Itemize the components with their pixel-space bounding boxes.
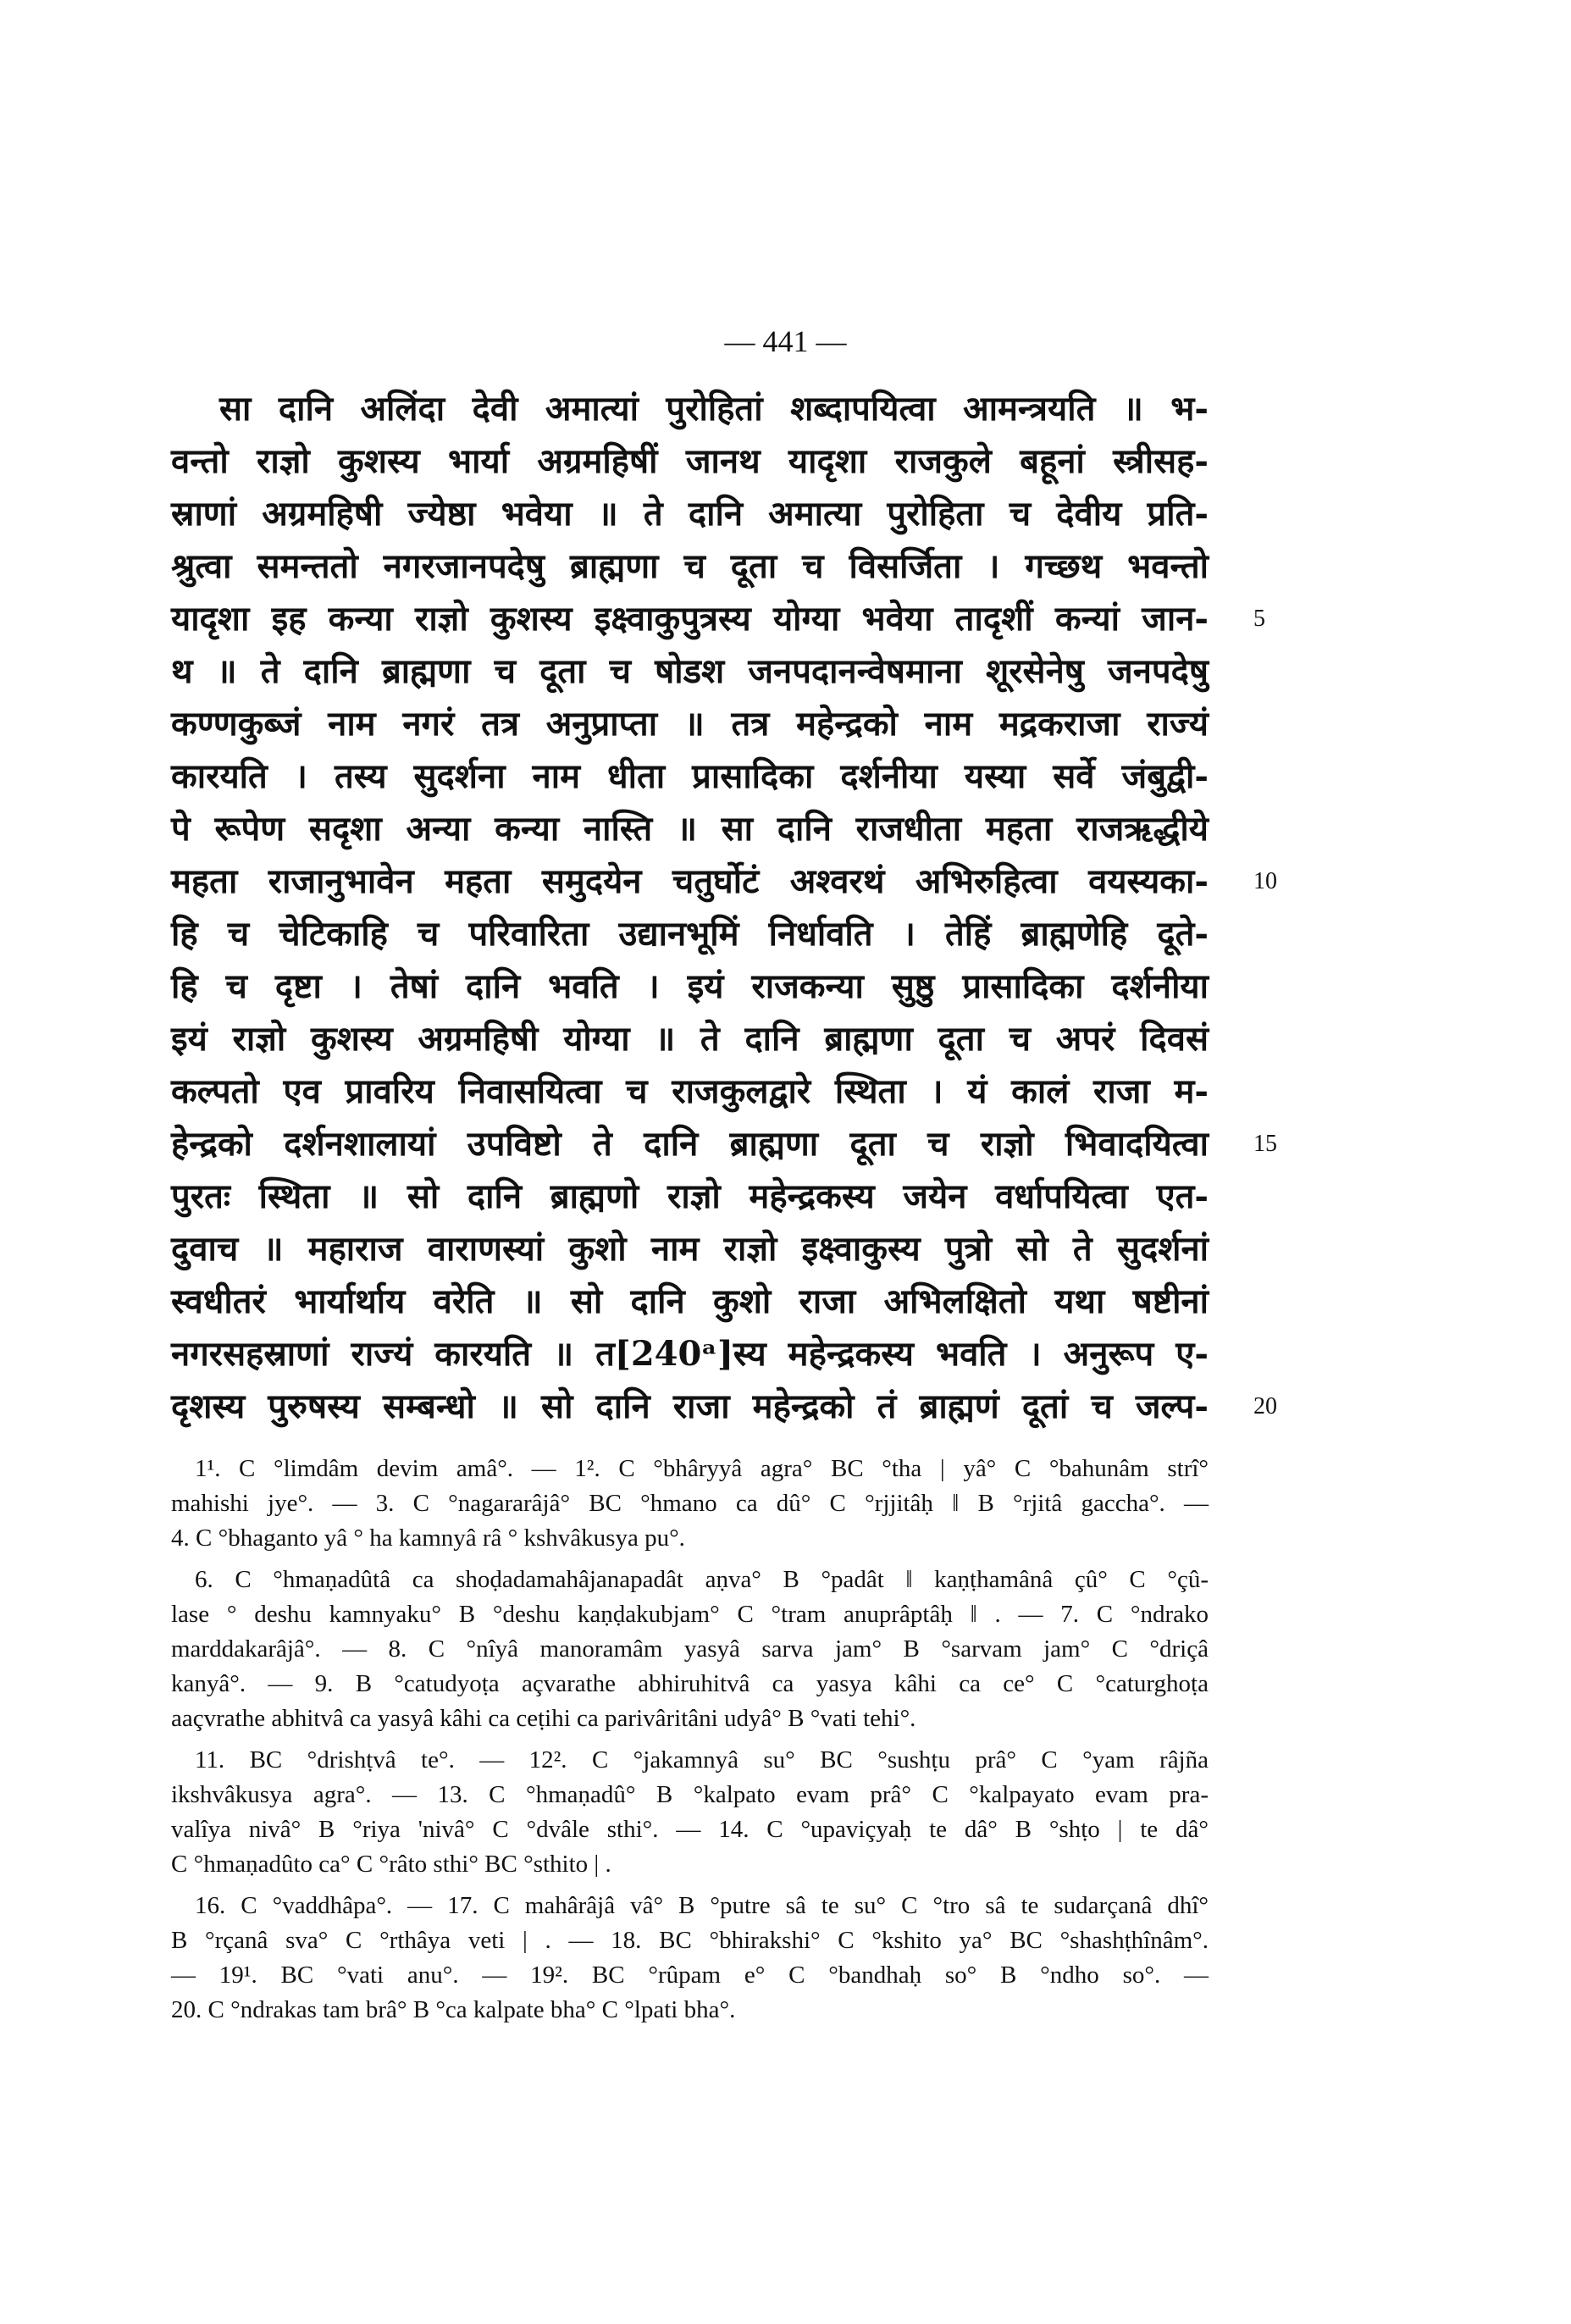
text-line-content: हि च चेटिकाहि च परिवारिता उद्यानभूमिं निर्धावति । तेहिं ब्राह्मणेहि दूते-	[171, 914, 1209, 954]
text-line-content: नगरसहस्राणां राज्यं कारयति ॥ त[240ᵃ]स्य महेन्द्रकस्य भवति । अनुरूप ए-	[171, 1334, 1209, 1374]
text-line-content: दुवाच ॥ महाराज वाराणस्यां कुशो नाम राज्ञो इक्ष्वाकुस्य पुत्रो सो ते सुदर्शनां	[171, 1229, 1209, 1269]
text-line	[171, 960, 1209, 1013]
line-number: 15	[1253, 1131, 1277, 1157]
text-line	[171, 435, 1209, 488]
text-line	[171, 1275, 1209, 1328]
text-line-content: कण्णकुब्जं नाम नगरं तत्र अनुप्राप्ता ॥ तत्र महेन्द्रको नाम मद्रकराजा राज्यं	[171, 704, 1209, 744]
text-line-content: कारयति । तस्य सुदर्शना नाम धीता प्रासादिका दर्शनीया यस्या सर्वे जंबुद्वी-	[171, 756, 1209, 796]
text-line	[171, 855, 1277, 908]
text-line-content: थ ॥ ते दानि ब्राह्मणा च दूता च षोडश जनपदानन्वेषमाना शूरसेनेषु जनपदेषु	[171, 651, 1209, 691]
text-line-content: महता राजानुभावेन महता समुदयेन चतुर्घोटं अश्वरथं अभिरुहित्वा वयस्यका-	[171, 861, 1209, 901]
line-number: 10	[1253, 868, 1277, 894]
footnote-line: aaçvrathe abhitvâ ca yasyâ kâhi ca ceṭihi ca parivâritâni udyâ° B °vati tehi°.	[171, 1705, 916, 1732]
text-line-content: यादृशा इह कन्या राज्ञो कुशस्य इक्ष्वाकुपुत्रस्य योग्या भवेया तादृशीं कन्यां जान-	[171, 599, 1209, 639]
text-line	[171, 383, 1209, 435]
text-line-content: हि च दृष्टा । तेषां दानि भवति । इयं राजकन्या सुष्ठु प्रासादिका दर्शनीया	[171, 966, 1209, 1006]
text-line	[171, 1118, 1277, 1170]
footnote-line: 16. C °vaddhâpa°. — 17. C mahârâjâ vâ° B °putre sâ te su° C °tro sâ te sudarçanâ dhî°	[195, 1892, 1209, 1919]
footnote-paragraph	[171, 1452, 1209, 1556]
text-line	[171, 1065, 1209, 1118]
text-line	[171, 803, 1209, 855]
text-line-content: वन्तो राज्ञो कुशस्य भार्या अग्रमहिषीं जानथ यादृशा राजकुले बहूनां स्त्रीसह-	[171, 441, 1209, 481]
text-line-content: स्वधीतरं भार्यार्थाय वरेति ॥ सो दानि कुशो राजा अभिलक्षितो यथा षष्टीनां	[171, 1281, 1209, 1321]
text-line-content: स्राणां अग्रमहिषी ज्येष्ठा भवेया ॥ ते दानि अमात्या पुरोहिता च देवीय प्रति-	[171, 494, 1209, 534]
footnote-line: lase ° deshu kamnyaku° B °deshu kaṇḍakubjam° C °tram anuprâptâḥ ‖ . — 7. C °ndrako	[171, 1601, 1209, 1628]
line-number: 20	[1253, 1393, 1277, 1419]
text-line	[171, 593, 1265, 645]
footnotes	[171, 1452, 1209, 2034]
text-line	[171, 1328, 1209, 1381]
footnote-line: mahishi jye°. — 3. C °nagararâjâ° BC °hmano ca dû° C °rjjitâḥ ‖ B °rjitâ gaccha°. —	[171, 1490, 1209, 1517]
text-line-content: हेन्द्रको दर्शनशालायां उपविष्टो ते दानि ब्राह्मणा दूता च राज्ञो भिवादयित्वा	[171, 1124, 1209, 1164]
footnote-line: 20. C °ndrakas tam brâ° B °ca kalpate bha° C °lpati bha°.	[171, 1996, 736, 2023]
text-line	[171, 750, 1209, 803]
footnote-line: 6. C °hmaṇadûtâ ca shoḍadamahâjanapadât aṇva° B °padât ‖ kaṇṭhamânâ çû° C °çû-	[195, 1566, 1209, 1593]
text-line-content: कल्पतो एव प्रावरिय निवासयित्वा च राजकुलद्वारे स्थिता । यं कालं राजा म-	[171, 1071, 1209, 1111]
footnote-line: kanyâ°. — 9. B °catudyoṭa açvarathe abhiruhitvâ ca yasya kâhi ca ce° C °caturghoṭa	[171, 1670, 1209, 1697]
footnote-line: 4. C °bhaganto yâ ° ha kamnyâ râ ° kshvâkusya pu°.	[171, 1524, 685, 1552]
text-line	[171, 1013, 1209, 1065]
text-line-content: सा दानि अलिंदा देवी अमात्यां पुरोहितां शब्दापयित्वा आमन्त्रयति ॥ भ-	[219, 389, 1209, 429]
text-line	[171, 645, 1209, 698]
text-line	[171, 1170, 1209, 1223]
main-text	[171, 383, 1277, 1433]
footnote-line: ikshvâkusya agra°. — 13. C °hmaṇadû° B °kalpato evam prâ° C °kalpayato evam pra-	[171, 1781, 1209, 1808]
footnote-line: valîya nivâ° B °riya 'nivâ° C °dvâle sthi°. — 14. C °upaviçyaḥ te dâ° B °shṭo | te dâ°	[171, 1816, 1209, 1843]
footnote-line: marddakarâjâ°. — 8. C °nîyâ manoramâm yasyâ sarva jam° B °sarvam jam° C °driçâ	[171, 1635, 1209, 1663]
footnote-paragraph	[171, 1743, 1209, 1882]
footnote-line: — 19¹. BC °vati anu°. — 19². BC °rûpam e° C °bandhaḥ so° B °ndho so°. —	[171, 1962, 1209, 1989]
footnote-line: B °rçanâ sva° C °rthâya veti | . — 18. BC °bhirakshi° C °kshito ya° BC °shashṭhînâm°.	[171, 1927, 1209, 1954]
text-line-content: पे रूपेण सदृशा अन्या कन्या नास्ति ॥ सा दानि राजधीता महता राजऋद्धीये	[171, 809, 1209, 849]
text-line	[171, 1223, 1209, 1275]
text-line-content: पुरतः स्थिता ॥ सो दानि ब्राह्मणो राज्ञो महेन्द्रकस्य जयेन वर्धापयित्वा एत-	[171, 1176, 1209, 1216]
footnote-paragraph	[171, 1889, 1209, 2028]
text-line	[171, 1381, 1277, 1433]
footnote-line: 1¹. C °limdâm devim amâ°. — 1². C °bhâryyâ agra° BC °tha | yâ° C °bahunâm strî°	[195, 1455, 1209, 1482]
line-number: 5	[1253, 606, 1265, 632]
footnote-line: 11. BC °drishṭvâ te°. — 12². C °jakamnyâ su° BC °sushṭu prâ° C °yam râjña	[195, 1746, 1209, 1773]
footnote-paragraph	[171, 1563, 1209, 1736]
footnote-line: C °hmaṇadûto ca° C °râto sthi° BC °sthito | .	[171, 1851, 611, 1878]
text-line-content: इयं राज्ञो कुशस्य अग्रमहिषी योग्या ॥ ते दानि ब्राह्मणा दूता च अपरं दिवसं	[171, 1019, 1209, 1059]
text-line-content: दृशस्य पुरुषस्य सम्बन्धो ॥ सो दानि राजा महेन्द्रको तं ब्राह्मणं दूतां च जल्प-	[171, 1386, 1209, 1426]
text-line	[171, 540, 1209, 593]
page-number: — 441 —	[724, 324, 847, 358]
text-line	[171, 698, 1209, 750]
text-line-content: श्रुत्वा समन्ततो नगरजानपदेषु ब्राह्मणा च दूता च विसर्जिता । गच्छथ भवन्तो	[171, 546, 1209, 586]
text-line	[171, 908, 1209, 960]
text-line	[171, 488, 1209, 540]
